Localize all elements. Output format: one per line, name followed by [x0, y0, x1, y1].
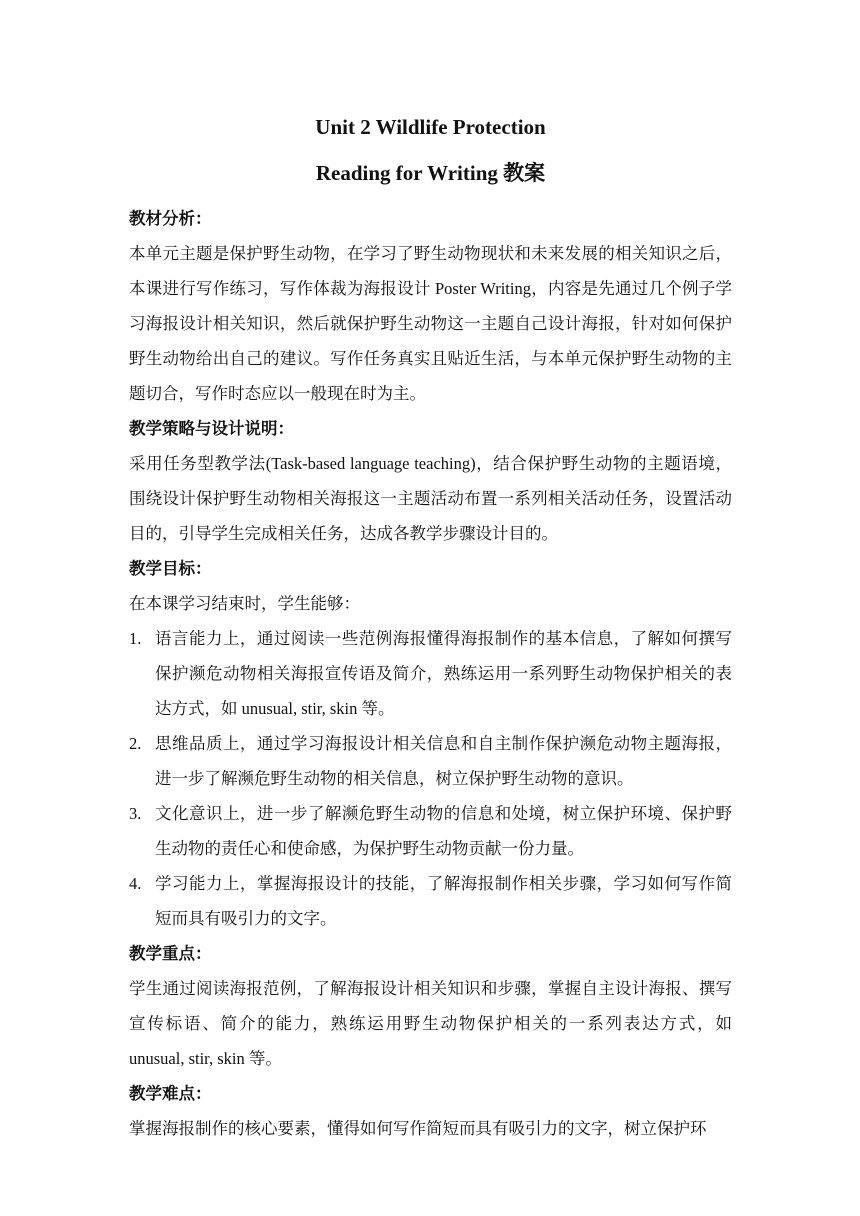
list-item-number: 4.	[129, 874, 142, 893]
list-item	[129, 621, 732, 726]
list-item-text: 语言能力上，通过阅读一些范例海报懂得海报制作的基本信息，了解如何撰写保护濒危动物相关海报宣传语及简介，熟练运用一系列野生动物保护相关的表达方式，如 unusual, stir, skin 等。	[155, 629, 732, 718]
section-heading-analysis: 教材分析：	[129, 209, 212, 228]
list-item	[129, 796, 732, 866]
objectives-list	[129, 621, 732, 936]
section-heading-key-points: 教学重点：	[129, 944, 212, 963]
section-text-analysis: 本单元主题是保护野生动物，在学习了野生动物现状和未来发展的相关知识之后，本课进行写作练习，写作体裁为海报设计 Poster Writing，内容是先通过几个例子学习海报设计相关知识，然后就保护野生动物这一主题自己设计海报，针对如何保护野生动物给出自己的建议。写作任务真实且贴近生活，与本单元保护野生动物的主题切合，写作时态应以一般现在时为主。	[129, 244, 732, 403]
document-title: Unit 2 Wildlife Protection	[315, 115, 546, 139]
list-item-text: 思维品质上，通过学习海报设计相关信息和自主制作保护濒危动物主题海报，进一步了解濒危野生动物的相关信息，树立保护野生动物的意识。	[155, 734, 732, 788]
document-subtitle: Reading for Writing 教案	[315, 161, 546, 185]
list-item	[129, 726, 732, 796]
section-heading-objectives: 教学目标：	[129, 559, 212, 578]
objectives-intro: 在本课学习结束时，学生能够：	[129, 594, 360, 613]
section-text-strategy: 采用任务型教学法(Task-based language teaching)，结合保护野生动物的主题语境，围绕设计保护野生动物相关海报这一主题活动布置一系列相关活动任务，设置活动目的，引导学生完成相关任务，达成各教学步骤设计目的。	[129, 454, 732, 543]
section-text-difficulties: 掌握海报制作的核心要素，懂得如何写作简短而具有吸引力的文字，树立保护环	[129, 1119, 707, 1138]
section-text-key-points: 学生通过阅读海报范例，了解海报设计相关知识和步骤，掌握自主设计海报、撰写宣传标语、简介的能力，熟练运用野生动物保护相关的一系列表达方式，如 unusual, stir, skin 等。	[129, 979, 732, 1068]
section-heading-strategy: 教学策略与设计说明：	[129, 419, 294, 438]
list-item	[129, 866, 732, 936]
list-item-number: 2.	[129, 734, 142, 753]
list-item-text: 学习能力上，掌握海报设计的技能，了解海报制作相关步骤，学习如何写作简短而具有吸引力的文字。	[155, 874, 732, 928]
list-item-text: 文化意识上，进一步了解濒危野生动物的信息和处境，树立保护环境、保护野生动物的责任心和使命感，为保护野生动物贡献一份力量。	[155, 804, 732, 858]
list-item-number: 3.	[129, 804, 142, 823]
list-item-number: 1.	[129, 629, 142, 648]
section-heading-difficulties: 教学难点：	[129, 1084, 212, 1103]
document-body	[129, 112, 732, 1146]
